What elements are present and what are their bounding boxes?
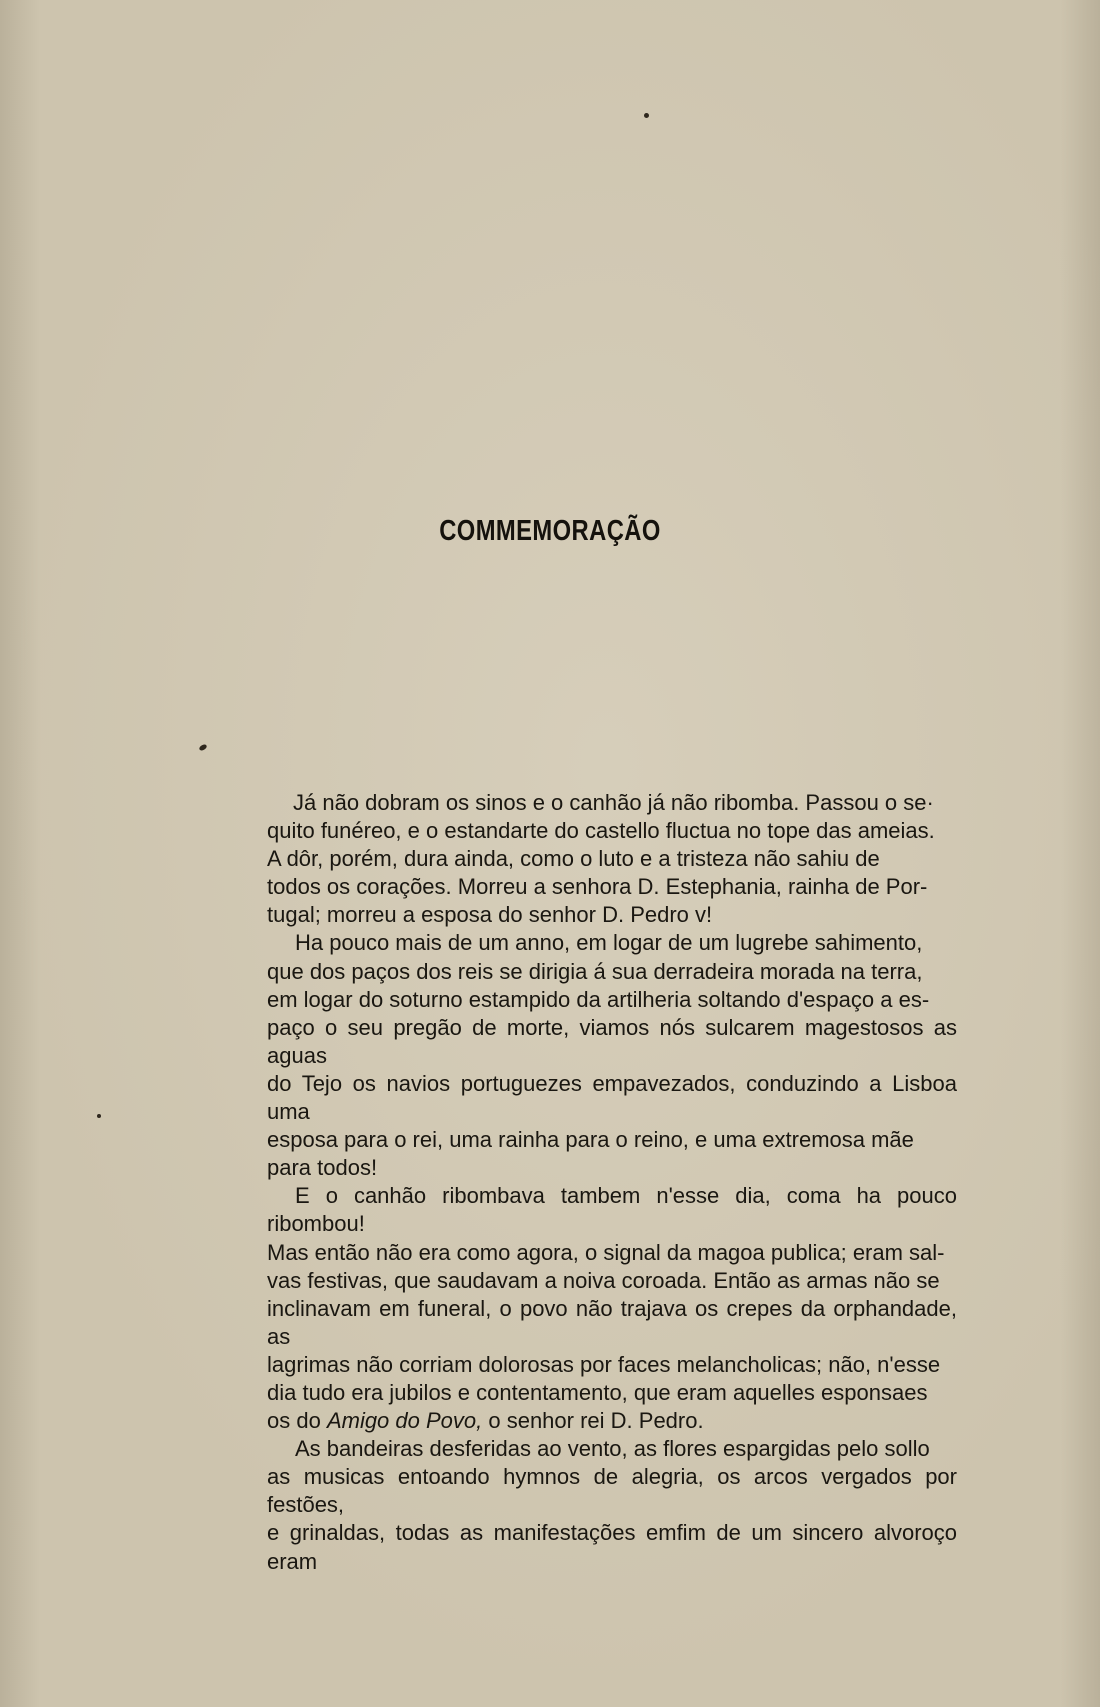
italic-title: Amigo do Povo,	[326, 1408, 483, 1434]
ink-speck	[644, 113, 649, 118]
text-line: do Tejo os navios portuguezes empavezados, conduzindo a Lisboa uma	[267, 1070, 957, 1125]
text-line: todos os corações. Morreu a senhora D. Estephania, rainha de Por-	[267, 874, 928, 900]
text-line: para todos!	[267, 1155, 378, 1181]
article-body	[267, 789, 957, 1576]
text-line: Mas então não era como agora, o signal da magoa publica; eram sal-	[267, 1239, 945, 1265]
text-line: esposa para o rei, uma rainha para o reino, e uma extremosa mãe	[267, 1127, 914, 1153]
text-line: lagrimas não corriam dolorosas por faces melancholicas; não, n'esse	[267, 1351, 941, 1377]
paragraph-1	[267, 789, 957, 929]
text-line: paço o seu pregão de morte, viamos nós sulcarem magestosos as aguas	[267, 1014, 957, 1068]
text-line-with-italic	[267, 1407, 957, 1435]
text-line: vas festivas, que saudavam a noiva coroada. Então as armas não se	[267, 1267, 940, 1293]
text-line: E o canhão ribombava tambem n'esse dia, coma ha pouco ribombou!	[267, 1183, 957, 1237]
text-line: as musicas entoando hymnos de alegria, os arcos vergados por festões,	[267, 1464, 957, 1518]
text-fragment: o senhor rei D. Pedro.	[482, 1408, 704, 1434]
text-line: A dôr, porém, dura ainda, como o luto e a tristeza não sahiu de	[267, 846, 880, 872]
text-line: e grinaldas, todas as manifestações emfim de um sincero alvoroço eram	[267, 1520, 957, 1574]
ink-speck	[97, 1114, 101, 1118]
text-line: dia tudo era jubilos e contentamento, que eram aquelles esponsaes	[267, 1379, 928, 1405]
paragraph-3	[267, 1182, 957, 1435]
paragraph-2	[267, 929, 957, 1182]
text-line: em logar do soturno estampido da artilheria soltando d'espaço a es-	[267, 986, 930, 1012]
text-line: que dos paços dos reis se dirigia á sua derradeira morada na terra,	[267, 958, 923, 984]
text-line: As bandeiras desferidas ao vento, as flores espargidas pelo sollo	[295, 1436, 930, 1462]
text-fragment: os do	[267, 1408, 327, 1434]
text-line: Ha pouco mais de um anno, em logar de um lugrebe sahimento,	[295, 930, 923, 956]
text-line: inclinavam em funeral, o povo não trajava os crepes da orphandade, as	[267, 1295, 957, 1349]
text-line: quito funéreo, e o estandarte do castello fluctua no tope das ameias.	[267, 818, 935, 844]
text-line: Já não dobram os sinos e o canhão já não ribomba. Passou o se·	[293, 790, 934, 815]
ink-speck	[198, 743, 207, 751]
page-title: COMMEMORAÇÃO	[439, 515, 661, 547]
text-line: tugal; morreu a esposa do senhor D. Pedro v!	[267, 902, 713, 928]
paragraph-4	[267, 1435, 957, 1575]
